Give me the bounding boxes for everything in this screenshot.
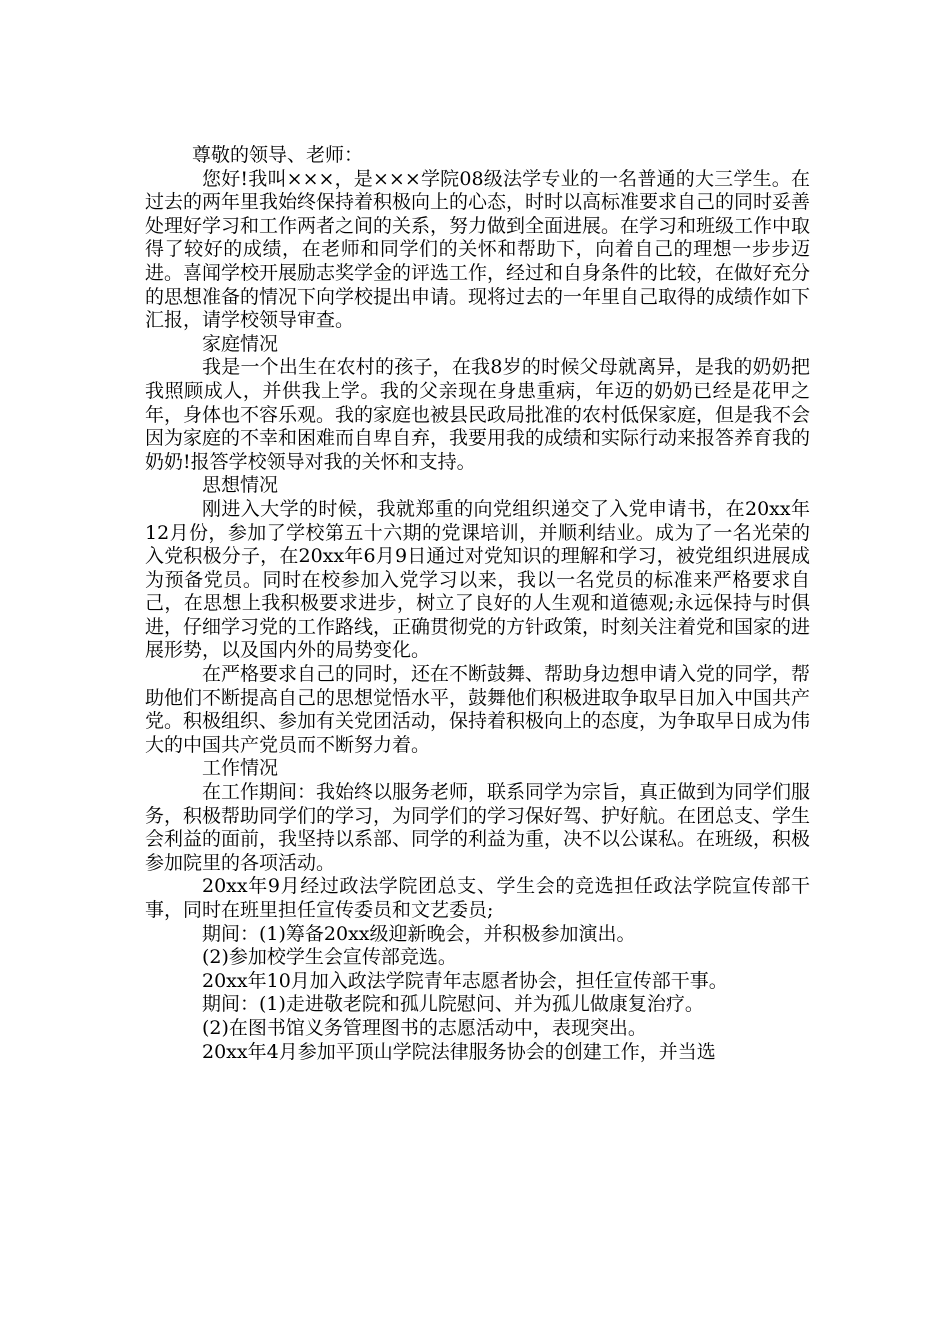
work-paragraph-3: 期间：(1)筹备20xx级迎新晚会，并积极参加演出。 — [202, 922, 636, 945]
thought-paragraph-2: 在严格要求自己的同时，还在不断鼓舞、帮助身边想申请入党的同学，帮助他们不断提高自己的思想觉悟水平，鼓舞他们积极进取争取早日加入中国共产党。积极组织、参加有关党团活动，保持着积极向上的态度，为争取早日成为伟大的中国共产党员而不断努力着。 — [145, 663, 811, 756]
work-paragraph-5: 20xx年10月加入政法学院青年志愿者协会，担任宣传部干事。 — [202, 969, 728, 992]
salutation: 尊敬的领导、老师： — [192, 144, 364, 166]
work-paragraph-8: 20xx年4月参加平顶山学院法律服务协会的创建工作，并当选 — [202, 1040, 716, 1063]
family-paragraph: 我是一个出生在农村的孩子，在我8岁的时候父母就离异，是我的奶奶把我照顾成人，并供我上学。我的父亲现在身患重病，年迈的奶奶已经是花甲之年，身体也不容乐观。我的家庭也被县民政局批准的农村低保家庭，但是我不会因为家庭的不幸和困难而自卑自弃，我要用我的成绩和实际行动来报答养育我的奶奶!报答学校领导对我的关怀和支持。 — [145, 356, 811, 473]
family-heading: 家庭情况 — [202, 332, 279, 355]
work-heading: 工作情况 — [202, 757, 279, 780]
intro-paragraph: 您好!我叫×××，是×××学院08级法学专业的一名普通的大三学生。在过去的两年里我始终保持着积极向上的心态，时时以高标准要求自己的同时妥善处理好学习和工作两者之间的关系，努力做到全面进展。在学习和班级工作中取得了较好的成绩，在老师和同学们的关怀和帮助下，向着自己的理想一步步迈进。喜闻学校开展励志奖学金的评选工作，经过和自身条件的比较，在做好充分的思想准备的情况下向学校提出申请。现将过去的一年里自己取得的成绩作如下汇报，请学校领导审查。 — [145, 167, 811, 332]
work-paragraph-6: 期间：(1)走进敬老院和孤儿院慰问、并为孤儿做康复治疗。 — [202, 993, 704, 1016]
work-paragraph-2: 20xx年9月经过政法学院团总支、学生会的竞选担任政法学院宣传部干事，同时在班里担任宣传委员和文艺委员; — [145, 875, 810, 921]
work-paragraph-1: 在工作期间：我始终以服务老师，联系同学为宗旨，真正做到为同学们服务，积极帮助同学们的学习，为同学们的学习保好驾、护好航。在团总支、学生会利益的面前，我坚持以系部、同学的利益为重，决不以公谋私。在班级，积极参加院里的各项活动。 — [145, 781, 811, 874]
document-page — [145, 144, 810, 1064]
work-paragraph-7: (2)在图书馆义务管理图书的志愿活动中，表现突出。 — [202, 1016, 647, 1039]
work-paragraph-4: (2)参加校学生会宣传部竞选。 — [202, 946, 457, 969]
thought-paragraph-1: 刚进入大学的时候，我就郑重的向党组织递交了入党申请书，在20xx年12月份，参加了学校第五十六期的党课培训，并顺利结业。成为了一名光荣的入党积极分子，在20xx年6月9日通过对党知识的理解和学习，被党组织进展成为预备党员。同时在校参加入党学习以来，我以一名党员的标准来严格要求自己，在思想上我积极要求进步，树立了良好的人生观和道德观;永远保持与时俱进，仔细学习党的工作路线，正确贯彻党的方针政策，时刻关注着党和国家的进展形势，以及国内外的局势变化。 — [145, 497, 811, 662]
thought-heading: 思想情况 — [202, 474, 279, 497]
